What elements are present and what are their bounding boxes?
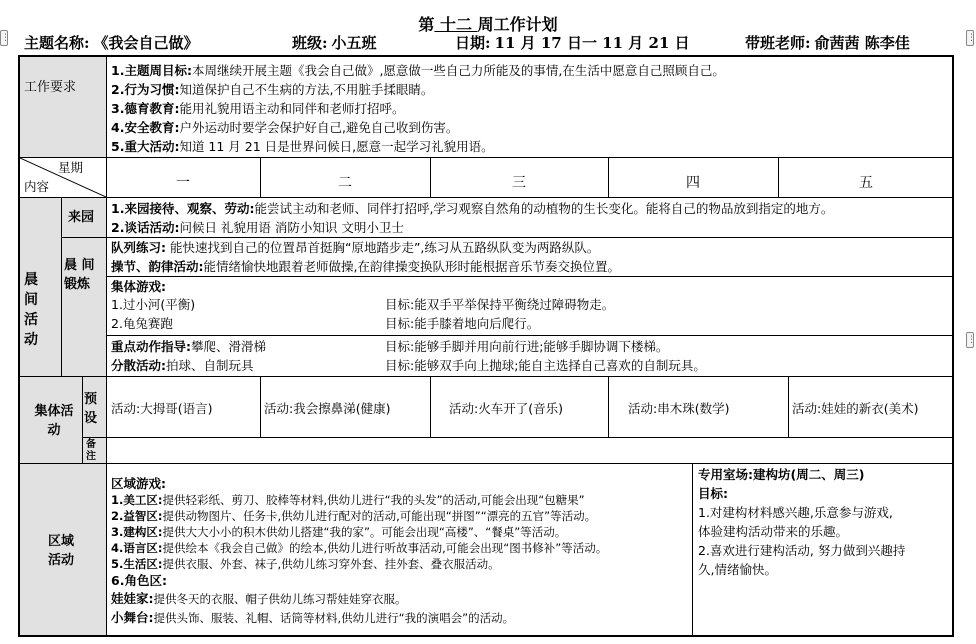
key-body: 攀爬、滑滑梯 [191, 339, 267, 354]
day-header-thu: 四 [686, 175, 700, 191]
class-field [292, 32, 381, 53]
area-head: 2.益智区: [111, 509, 163, 523]
area-item-3 [111, 524, 566, 540]
area-body: 提供衣服、外套、袜子,供幼儿练习穿外套、挂外套、叠衣服活动。 [162, 557, 500, 571]
right-margin-handle[interactable]: ⋮ [966, 30, 974, 46]
arrival-body: 问候日 礼貌用语 消防小知识 文明小卫士 [179, 220, 404, 235]
content-corner-label: 内容 [24, 179, 50, 194]
key-movement [111, 337, 266, 356]
collective-label: 集体活动 [34, 404, 74, 438]
req-item-2 [111, 80, 433, 99]
req-item-5 [111, 137, 494, 156]
day-header-fri: 五 [859, 175, 873, 191]
arrival-body: 能尝试主动和老师、同伴打招呼,学习观察自然角的动植物的生长变化。能将自己的物品放到指定的地方。 [254, 201, 834, 216]
game-2-goal: 目标:能手膝着地向后爬行。 [385, 316, 540, 331]
free-body: 拍球、自制玩具 [166, 358, 254, 373]
title-suffix: 周工作计划 [477, 15, 558, 34]
area-body: 提供绘本《我会自己做》的绘本,供幼儿进行听故事活动,可能会出现“图书修补”等活动。 [162, 541, 608, 555]
queue-head: 队列练习: [111, 240, 166, 255]
area-item-1 [111, 492, 585, 508]
req-head: 2.行为习惯: [111, 82, 180, 97]
queue-body: 能快速找到自己的位置昂首挺胸“原地踏步走”,练习从五路纵队变为两路纵队。 [166, 240, 600, 255]
rhythm-head: 操节、韵律活动: [111, 259, 204, 274]
req-head: 4.安全教育: [111, 120, 180, 135]
area-head: 6.角色区: [111, 573, 167, 588]
special-goal-2b: 久,情绪愉快。 [698, 562, 777, 577]
area-body: 提供头饰、服装、礼帽、话筒等材料,供幼儿进行“我的演唱会”的活动。 [153, 611, 515, 625]
notes-label: 备注 [86, 439, 96, 462]
special-goal-2a: 2.喜欢进行建构活动, 努力做到兴趣持 [698, 543, 906, 558]
req-body: 知道 11 月 21 日是世界问候日,愿意一起学习礼貌用语。 [179, 139, 494, 154]
area-head: 5.生活区: [111, 557, 163, 571]
area-body: 提供冬天的衣服、帽子供幼儿练习帮娃娃穿衣服。 [153, 592, 407, 606]
rhythm-activity [111, 257, 620, 276]
group-games-head: 集体游戏: [111, 279, 166, 294]
area-head: 4.语言区: [111, 541, 163, 555]
req-body: 户外运动时要学会保护好自己,避免自己收到伤害。 [179, 120, 459, 135]
special-room-title: 专用室场:建构坊(周二、周三) [698, 467, 865, 482]
date-field [455, 32, 694, 53]
req-item-3 [111, 99, 404, 118]
area-head: 3.建构区: [111, 525, 163, 539]
class-value: 小五班 [331, 34, 377, 52]
req-body: 能用礼貌用语主动和同伴和老师打招呼。 [179, 101, 405, 116]
key-movement-goal: 目标:能够手脚并用向前行进;能够手脚协调下楼梯。 [385, 339, 669, 354]
area-head: 1.美工区: [111, 493, 163, 507]
req-item-1 [111, 61, 725, 80]
arrival-item-2 [111, 218, 404, 237]
theme-field [24, 32, 203, 53]
free-head: 分散活动: [111, 358, 166, 373]
activity-fri: 活动:娃娃的新衣(美术) [792, 401, 919, 416]
area-body: 提供轻彩纸、剪刀、胶棒等材料,供幼儿进行“我的头发”的活动,可能会出现“包糖果” [162, 493, 585, 507]
req-body: 本周继续开展主题《我会自己做》,愿意做一些自己力所能及的事情,在生活中愿意自己照顾自己。 [191, 63, 725, 78]
day-header-wed: 三 [512, 175, 526, 191]
arrival-label: 来园 [68, 210, 95, 225]
queue-practice [111, 238, 599, 257]
special-goal-1a: 1.对建构材料感兴趣,乐意参与游戏, [698, 505, 893, 520]
area-item-2 [111, 508, 596, 524]
activity-wed: 活动:火车开了(音乐) [449, 401, 563, 416]
day-header-mon: 一 [176, 175, 190, 191]
exercise-label: 晨 间锻炼 [64, 258, 95, 292]
right-resize-handle[interactable]: ⋮ [966, 332, 974, 348]
free-activity-goal: 目标:能够双手向上抛球;能自主选择自己喜欢的自制玩具。 [385, 358, 706, 373]
area-item-6 [111, 571, 167, 590]
req-head: 5.重大活动: [111, 139, 180, 154]
area-body: 提供大大小小的积木供幼儿搭建“我的家”。可能会出现“高楼”、“餐桌”等活动。 [162, 525, 567, 539]
requirements-label-cell [20, 57, 106, 157]
req-item-4 [111, 118, 458, 137]
special-goal-1b: 体验建构活动带来的乐趣。 [698, 524, 849, 539]
game-2: 2.龟兔赛跑 [111, 316, 173, 331]
area-item-4 [111, 540, 607, 556]
key-head: 重点动作指导: [111, 339, 191, 354]
theme-value: 《我会自己做》 [93, 34, 199, 52]
teacher-field [745, 32, 914, 53]
requirements-label: 工作要求 [24, 80, 77, 95]
activity-tue: 活动:我会擦鼻涕(健康) [264, 401, 391, 416]
area-head: 小舞台: [111, 610, 154, 625]
morning-label: 晨间活动 [24, 272, 38, 348]
weekday-corner-label: 星期 [58, 160, 84, 175]
req-body: 知道保护自己不生病的方法,不用脏手揉眼睛。 [179, 82, 434, 97]
req-head: 3.德育教育: [111, 101, 180, 116]
area-head: 娃娃家: [111, 591, 154, 606]
day-header-tue: 二 [338, 175, 352, 191]
title-week: 十二 [434, 15, 478, 34]
arrival-head: 1.来园接待、观察、劳动: [111, 201, 255, 216]
area-body: 提供动物图片、任务卡,供幼儿进行配对的活动,可能出现“拼图”“漂亮的五官”等活动。 [162, 509, 597, 523]
date-label: 日期: [455, 34, 491, 52]
req-head: 1.主题周目标: [111, 63, 192, 78]
rhythm-body: 能情绪愉快地跟着老师做操,在韵律操变换队形时能根据音乐节奏交换位置。 [203, 259, 620, 274]
area-item-stage [111, 610, 514, 626]
date-value: 11 月 17 日一 11 月 21 日 [494, 34, 690, 52]
game-1: 1.过小河(平衡) [111, 297, 196, 312]
area-item-doll-house [111, 591, 407, 607]
arrival-item-1 [111, 199, 833, 218]
activity-mon: 活动:大拇哥(语言) [111, 401, 213, 416]
teacher-label: 带班老师: [745, 34, 811, 52]
special-goal-label: 目标: [698, 486, 728, 501]
left-margin-handle[interactable]: ⋮ [0, 30, 8, 46]
class-label: 班级: [292, 34, 328, 52]
arrival-head: 2.谈话活动: [111, 220, 180, 235]
area-games-head: 区域游戏: [111, 476, 166, 491]
free-activity [111, 356, 254, 375]
title-prefix: 第 [418, 15, 435, 34]
game-1-goal: 目标:能双手平举保持平衡绕过障碍物走。 [385, 297, 615, 312]
preset-label: 预设 [84, 392, 98, 426]
activity-thu: 活动:串木珠(数学) [628, 401, 730, 416]
area-label: 区域活动 [47, 534, 74, 568]
area-item-5 [111, 556, 500, 572]
teacher-value: 俞茜茜 陈李佳 [814, 34, 910, 52]
theme-label: 主题名称: [24, 34, 90, 52]
